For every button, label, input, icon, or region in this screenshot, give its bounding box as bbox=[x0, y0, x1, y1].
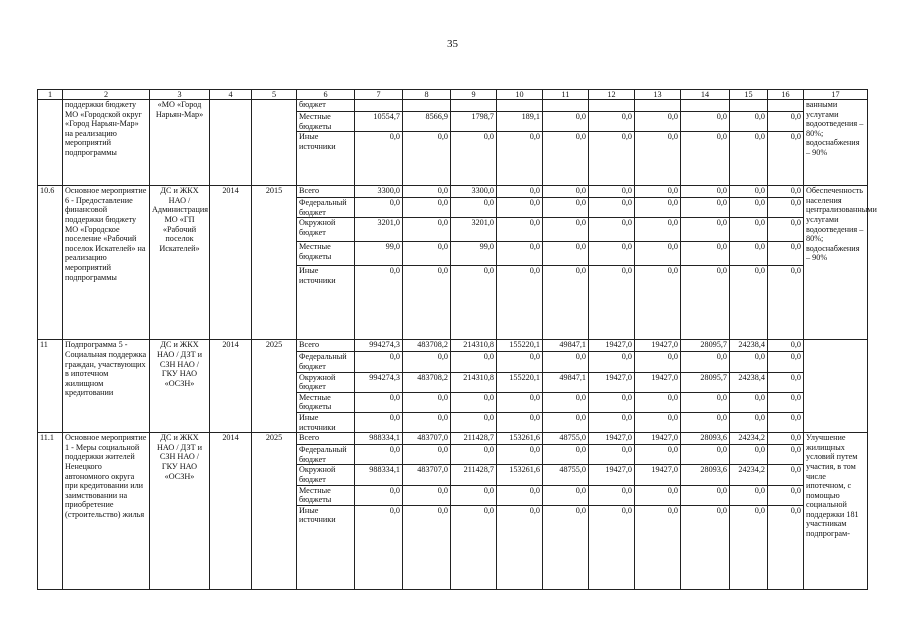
amount-cell: 189,1 bbox=[497, 112, 543, 132]
amount-cell: 24238,4 bbox=[730, 372, 768, 392]
amount-cell: 8566,9 bbox=[403, 112, 451, 132]
amount-cell: 0,0 bbox=[543, 352, 589, 372]
amount-cell: 0,0 bbox=[589, 242, 635, 266]
amount-cell: 10554,7 bbox=[355, 112, 403, 132]
amount-cell: 0,0 bbox=[730, 392, 768, 412]
amount-cell: 24234,2 bbox=[730, 433, 768, 445]
amount-cell: 483707,0 bbox=[403, 465, 451, 485]
table-row bbox=[38, 340, 868, 352]
amount-cell: 483707,0 bbox=[403, 433, 451, 445]
measure-name: поддержки бюджету МО «Городской округ «Город Нарьян-Мар» на реализацию мероприятий подпрограммы bbox=[63, 100, 150, 186]
measure-name: Основное мероприятие 6 - Предоставление финансовой поддержки бюджету МО «Городское поселение «Рабочий поселок Искателей» на реализацию мероприятий подпрограммы bbox=[63, 186, 150, 340]
amount-cell bbox=[403, 100, 451, 112]
amount-cell: 0,0 bbox=[635, 218, 681, 242]
column-number-header: 5 bbox=[252, 90, 297, 100]
amount-cell: 19427,0 bbox=[635, 465, 681, 485]
amount-cell: 0,0 bbox=[451, 445, 497, 465]
amount-cell: 0,0 bbox=[589, 132, 635, 186]
amount-cell: 19427,0 bbox=[589, 465, 635, 485]
amount-cell: 0,0 bbox=[589, 186, 635, 198]
measure-name: Подпрограмма 5 - Социальная поддержка граждан, участвующих в ипотечном жилищном кредитовании bbox=[63, 340, 150, 433]
amount-cell: 0,0 bbox=[730, 352, 768, 372]
page-number: 35 bbox=[447, 38, 458, 50]
row-code bbox=[38, 100, 63, 186]
amount-cell: 0,0 bbox=[497, 218, 543, 242]
amount-cell: 0,0 bbox=[543, 485, 589, 505]
amount-cell: 1798,7 bbox=[451, 112, 497, 132]
amount-cell: 0,0 bbox=[730, 218, 768, 242]
amount-cell: 0,0 bbox=[635, 485, 681, 505]
amount-cell: 3300,0 bbox=[355, 186, 403, 198]
end-year: 2025 bbox=[252, 433, 297, 590]
amount-cell: 0,0 bbox=[681, 445, 730, 465]
amount-cell: 0,0 bbox=[355, 392, 403, 412]
amount-cell: 0,0 bbox=[355, 445, 403, 465]
executor-cell: «МО «Город Нарьян-Мар» bbox=[150, 100, 210, 186]
amount-cell: 28095,7 bbox=[681, 340, 730, 352]
amount-cell: 0,0 bbox=[497, 412, 543, 432]
amount-cell: 0,0 bbox=[768, 392, 804, 412]
amount-cell: 0,0 bbox=[768, 198, 804, 218]
funding-source: Иные источники bbox=[297, 132, 355, 186]
amount-cell: 0,0 bbox=[497, 242, 543, 266]
amount-cell: 155220,1 bbox=[497, 372, 543, 392]
column-number-header: 13 bbox=[635, 90, 681, 100]
amount-cell: 0,0 bbox=[730, 112, 768, 132]
amount-cell: 28095,7 bbox=[681, 372, 730, 392]
column-number-header: 11 bbox=[543, 90, 589, 100]
amount-cell: 0,0 bbox=[403, 186, 451, 198]
amount-cell: 0,0 bbox=[768, 242, 804, 266]
amount-cell: 0,0 bbox=[768, 352, 804, 372]
amount-cell: 0,0 bbox=[355, 412, 403, 432]
amount-cell: 0,0 bbox=[497, 485, 543, 505]
amount-cell: 0,0 bbox=[768, 132, 804, 186]
amount-cell: 0,0 bbox=[589, 112, 635, 132]
amount-cell: 0,0 bbox=[589, 392, 635, 412]
amount-cell: 0,0 bbox=[589, 505, 635, 589]
column-number-header: 1 bbox=[38, 90, 63, 100]
amount-cell: 0,0 bbox=[635, 266, 681, 340]
amount-cell: 0,0 bbox=[403, 445, 451, 465]
amount-cell: 0,0 bbox=[497, 132, 543, 186]
amount-cell: 0,0 bbox=[451, 352, 497, 372]
column-number-header: 16 bbox=[768, 90, 804, 100]
amount-cell: 0,0 bbox=[589, 198, 635, 218]
amount-cell: 0,0 bbox=[768, 445, 804, 465]
amount-cell: 0,0 bbox=[730, 445, 768, 465]
amount-cell: 0,0 bbox=[589, 266, 635, 340]
executor-cell: ДС и ЖКХ НАО / ДЗТ и СЗН НАО / ГКУ НАО «ОСЗН» bbox=[150, 340, 210, 433]
amount-cell: 0,0 bbox=[681, 352, 730, 372]
amount-cell bbox=[730, 100, 768, 112]
end-year bbox=[252, 100, 297, 186]
amount-cell: 0,0 bbox=[355, 505, 403, 589]
amount-cell: 0,0 bbox=[497, 186, 543, 198]
amount-cell: 0,0 bbox=[355, 132, 403, 186]
table-row bbox=[38, 186, 868, 198]
funding-source: Местные бюджеты bbox=[297, 485, 355, 505]
amount-cell: 0,0 bbox=[355, 352, 403, 372]
end-year: 2015 bbox=[252, 186, 297, 340]
amount-cell: 0,0 bbox=[730, 485, 768, 505]
amount-cell: 99,0 bbox=[451, 242, 497, 266]
column-number-header: 17 bbox=[804, 90, 868, 100]
amount-cell: 0,0 bbox=[768, 186, 804, 198]
amount-cell: 0,0 bbox=[497, 445, 543, 465]
amount-cell: 0,0 bbox=[451, 412, 497, 432]
start-year: 2014 bbox=[210, 186, 252, 340]
amount-cell bbox=[355, 100, 403, 112]
amount-cell: 0,0 bbox=[403, 266, 451, 340]
funding-source: Иные источники bbox=[297, 505, 355, 589]
expected-result: Улучшение жилищных условий путем участия, в том числе ипотечном, с помощью социальной поддержки 181 участникам подпрограм- bbox=[804, 433, 868, 590]
amount-cell: 0,0 bbox=[403, 198, 451, 218]
amount-cell: 0,0 bbox=[451, 266, 497, 340]
amount-cell: 0,0 bbox=[589, 352, 635, 372]
amount-cell: 19427,0 bbox=[589, 372, 635, 392]
funding-source: бюджет bbox=[297, 100, 355, 112]
amount-cell: 0,0 bbox=[451, 198, 497, 218]
funding-source: Иные источники bbox=[297, 266, 355, 340]
amount-cell: 0,0 bbox=[403, 412, 451, 432]
amount-cell: 0,0 bbox=[543, 445, 589, 465]
amount-cell: 0,0 bbox=[543, 132, 589, 186]
column-number-header: 8 bbox=[403, 90, 451, 100]
row-code: 10.6 bbox=[38, 186, 63, 340]
column-number-header: 9 bbox=[451, 90, 497, 100]
amount-cell: 0,0 bbox=[403, 352, 451, 372]
amount-cell: 0,0 bbox=[730, 242, 768, 266]
amount-cell: 0,0 bbox=[497, 392, 543, 412]
funding-source: Местные бюджеты bbox=[297, 392, 355, 412]
amount-cell: 0,0 bbox=[451, 132, 497, 186]
expected-result bbox=[804, 340, 868, 433]
amount-cell: 0,0 bbox=[635, 112, 681, 132]
amount-cell: 19427,0 bbox=[589, 433, 635, 445]
funding-source: Окружной бюджет bbox=[297, 372, 355, 392]
amount-cell: 0,0 bbox=[635, 132, 681, 186]
amount-cell: 3201,0 bbox=[451, 218, 497, 242]
amount-cell: 0,0 bbox=[681, 112, 730, 132]
amount-cell: 0,0 bbox=[635, 186, 681, 198]
amount-cell: 0,0 bbox=[681, 242, 730, 266]
amount-cell bbox=[451, 100, 497, 112]
amount-cell: 153261,6 bbox=[497, 433, 543, 445]
start-year: 2014 bbox=[210, 340, 252, 433]
table-body bbox=[38, 90, 877, 590]
amount-cell: 0,0 bbox=[681, 412, 730, 432]
amount-cell: 99,0 bbox=[355, 242, 403, 266]
amount-cell: 0,0 bbox=[730, 132, 768, 186]
column-number-header: 14 bbox=[681, 90, 730, 100]
amount-cell: 0,0 bbox=[543, 186, 589, 198]
amount-cell: 988334,1 bbox=[355, 465, 403, 485]
amount-cell: 0,0 bbox=[355, 198, 403, 218]
expected-result: Обеспеченность населения централизованными услугами водоотведения – 80%; водоснабжения – 90% bbox=[804, 186, 868, 340]
end-year: 2025 bbox=[252, 340, 297, 433]
amount-cell: 19427,0 bbox=[635, 340, 681, 352]
amount-cell: 0,0 bbox=[497, 198, 543, 218]
amount-cell: 0,0 bbox=[403, 392, 451, 412]
amount-cell: 24234,2 bbox=[730, 465, 768, 485]
amount-cell: 214310,8 bbox=[451, 340, 497, 352]
start-year: 2014 bbox=[210, 433, 252, 590]
amount-cell: 28093,6 bbox=[681, 433, 730, 445]
amount-cell: 0,0 bbox=[497, 266, 543, 340]
funding-source: Местные бюджеты bbox=[297, 112, 355, 132]
amount-cell: 0,0 bbox=[635, 445, 681, 465]
amount-cell: 0,0 bbox=[681, 392, 730, 412]
amount-cell: 0,0 bbox=[730, 266, 768, 340]
table-row bbox=[38, 433, 868, 445]
amount-cell: 0,0 bbox=[635, 505, 681, 589]
funding-source: Всего bbox=[297, 186, 355, 198]
amount-cell: 0,0 bbox=[768, 485, 804, 505]
amount-cell: 0,0 bbox=[730, 186, 768, 198]
executor-cell: ДС и ЖКХ НАО / ДЗТ и СЗН НАО / ГКУ НАО «ОСЗН» bbox=[150, 433, 210, 590]
amount-cell bbox=[681, 100, 730, 112]
amount-cell: 988334,1 bbox=[355, 433, 403, 445]
funding-source: Окружной бюджет bbox=[297, 465, 355, 485]
amount-cell: 0,0 bbox=[730, 198, 768, 218]
amount-cell: 0,0 bbox=[681, 132, 730, 186]
expected-result: ванными услугами водоотведения – 80%; водоснабжения – 90% bbox=[804, 100, 868, 186]
amount-cell: 994274,3 bbox=[355, 372, 403, 392]
amount-cell: 0,0 bbox=[768, 505, 804, 589]
amount-cell: 0,0 bbox=[681, 186, 730, 198]
start-year bbox=[210, 100, 252, 186]
amount-cell: 211428,7 bbox=[451, 465, 497, 485]
executor-cell: ДС и ЖКХ НАО / Администрация МО «ГП «Рабочий поселок Искателей» bbox=[150, 186, 210, 340]
amount-cell: 0,0 bbox=[403, 132, 451, 186]
amount-cell: 49847,1 bbox=[543, 372, 589, 392]
amount-cell: 0,0 bbox=[768, 372, 804, 392]
amount-cell: 0,0 bbox=[451, 392, 497, 412]
amount-cell: 48755,0 bbox=[543, 433, 589, 445]
amount-cell: 0,0 bbox=[403, 218, 451, 242]
funding-source: Федеральный бюджет bbox=[297, 445, 355, 465]
header-row bbox=[38, 90, 868, 100]
amount-cell bbox=[768, 100, 804, 112]
amount-cell: 49847,1 bbox=[543, 340, 589, 352]
column-number-header: 4 bbox=[210, 90, 252, 100]
amount-cell: 0,0 bbox=[543, 392, 589, 412]
amount-cell: 0,0 bbox=[589, 412, 635, 432]
amount-cell: 0,0 bbox=[768, 433, 804, 445]
amount-cell bbox=[589, 100, 635, 112]
funding-source: Федеральный бюджет bbox=[297, 198, 355, 218]
amount-cell: 19427,0 bbox=[635, 433, 681, 445]
funding-source: Иные источники bbox=[297, 412, 355, 432]
amount-cell: 0,0 bbox=[768, 412, 804, 432]
amount-cell: 0,0 bbox=[497, 505, 543, 589]
program-finance-table bbox=[37, 89, 877, 590]
amount-cell: 0,0 bbox=[543, 112, 589, 132]
amount-cell: 0,0 bbox=[543, 266, 589, 340]
amount-cell: 3300,0 bbox=[451, 186, 497, 198]
amount-cell bbox=[497, 100, 543, 112]
amount-cell: 0,0 bbox=[451, 505, 497, 589]
amount-cell: 0,0 bbox=[681, 198, 730, 218]
amount-cell: 0,0 bbox=[730, 412, 768, 432]
amount-cell: 0,0 bbox=[589, 445, 635, 465]
amount-cell: 0,0 bbox=[635, 392, 681, 412]
amount-cell: 0,0 bbox=[768, 218, 804, 242]
amount-cell: 0,0 bbox=[768, 465, 804, 485]
amount-cell: 0,0 bbox=[635, 242, 681, 266]
amount-cell: 0,0 bbox=[543, 412, 589, 432]
amount-cell: 0,0 bbox=[681, 266, 730, 340]
amount-cell: 214310,8 bbox=[451, 372, 497, 392]
amount-cell: 48755,0 bbox=[543, 465, 589, 485]
row-code: 11.1 bbox=[38, 433, 63, 590]
amount-cell: 19427,0 bbox=[635, 372, 681, 392]
amount-cell: 0,0 bbox=[635, 352, 681, 372]
amount-cell: 0,0 bbox=[403, 242, 451, 266]
funding-source: Федеральный бюджет bbox=[297, 352, 355, 372]
amount-cell: 0,0 bbox=[635, 412, 681, 432]
amount-cell: 211428,7 bbox=[451, 433, 497, 445]
amount-cell: 0,0 bbox=[355, 266, 403, 340]
amount-cell: 994274,3 bbox=[355, 340, 403, 352]
amount-cell: 0,0 bbox=[451, 485, 497, 505]
amount-cell: 0,0 bbox=[730, 505, 768, 589]
funding-source: Всего bbox=[297, 433, 355, 445]
amount-cell: 0,0 bbox=[543, 242, 589, 266]
amount-cell: 153261,6 bbox=[497, 465, 543, 485]
amount-cell: 0,0 bbox=[768, 340, 804, 352]
amount-cell: 3201,0 bbox=[355, 218, 403, 242]
funding-source: Всего bbox=[297, 340, 355, 352]
amount-cell: 0,0 bbox=[681, 218, 730, 242]
amount-cell: 0,0 bbox=[543, 505, 589, 589]
column-number-header: 6 bbox=[297, 90, 355, 100]
amount-cell: 0,0 bbox=[589, 485, 635, 505]
amount-cell: 0,0 bbox=[589, 218, 635, 242]
funding-source: Окружной бюджет bbox=[297, 218, 355, 242]
column-number-header: 15 bbox=[730, 90, 768, 100]
column-number-header: 10 bbox=[497, 90, 543, 100]
amount-cell: 155220,1 bbox=[497, 340, 543, 352]
amount-cell: 24238,4 bbox=[730, 340, 768, 352]
column-number-header: 12 bbox=[589, 90, 635, 100]
column-number-header: 3 bbox=[150, 90, 210, 100]
amount-cell: 0,0 bbox=[403, 485, 451, 505]
amount-cell: 483708,2 bbox=[403, 372, 451, 392]
row-code: 11 bbox=[38, 340, 63, 433]
amount-cell: 28093,6 bbox=[681, 465, 730, 485]
amount-cell: 0,0 bbox=[497, 352, 543, 372]
amount-cell: 0,0 bbox=[681, 485, 730, 505]
amount-cell: 483708,2 bbox=[403, 340, 451, 352]
table-row bbox=[38, 100, 868, 112]
measure-name: Основное мероприятие 1 - Меры социальной поддержки жителей Ненецкого автономного округа при кредитовании или заимствовании на приобретение (строительство) жилья bbox=[63, 433, 150, 590]
amount-cell bbox=[543, 100, 589, 112]
amount-cell: 0,0 bbox=[681, 505, 730, 589]
amount-cell: 0,0 bbox=[768, 266, 804, 340]
amount-cell bbox=[635, 100, 681, 112]
amount-cell: 0,0 bbox=[543, 198, 589, 218]
column-number-header: 2 bbox=[63, 90, 150, 100]
amount-cell: 0,0 bbox=[403, 505, 451, 589]
column-number-header: 7 bbox=[355, 90, 403, 100]
funding-source: Местные бюджеты bbox=[297, 242, 355, 266]
amount-cell: 0,0 bbox=[768, 112, 804, 132]
amount-cell: 0,0 bbox=[635, 198, 681, 218]
amount-cell: 0,0 bbox=[543, 218, 589, 242]
amount-cell: 0,0 bbox=[355, 485, 403, 505]
amount-cell: 19427,0 bbox=[589, 340, 635, 352]
